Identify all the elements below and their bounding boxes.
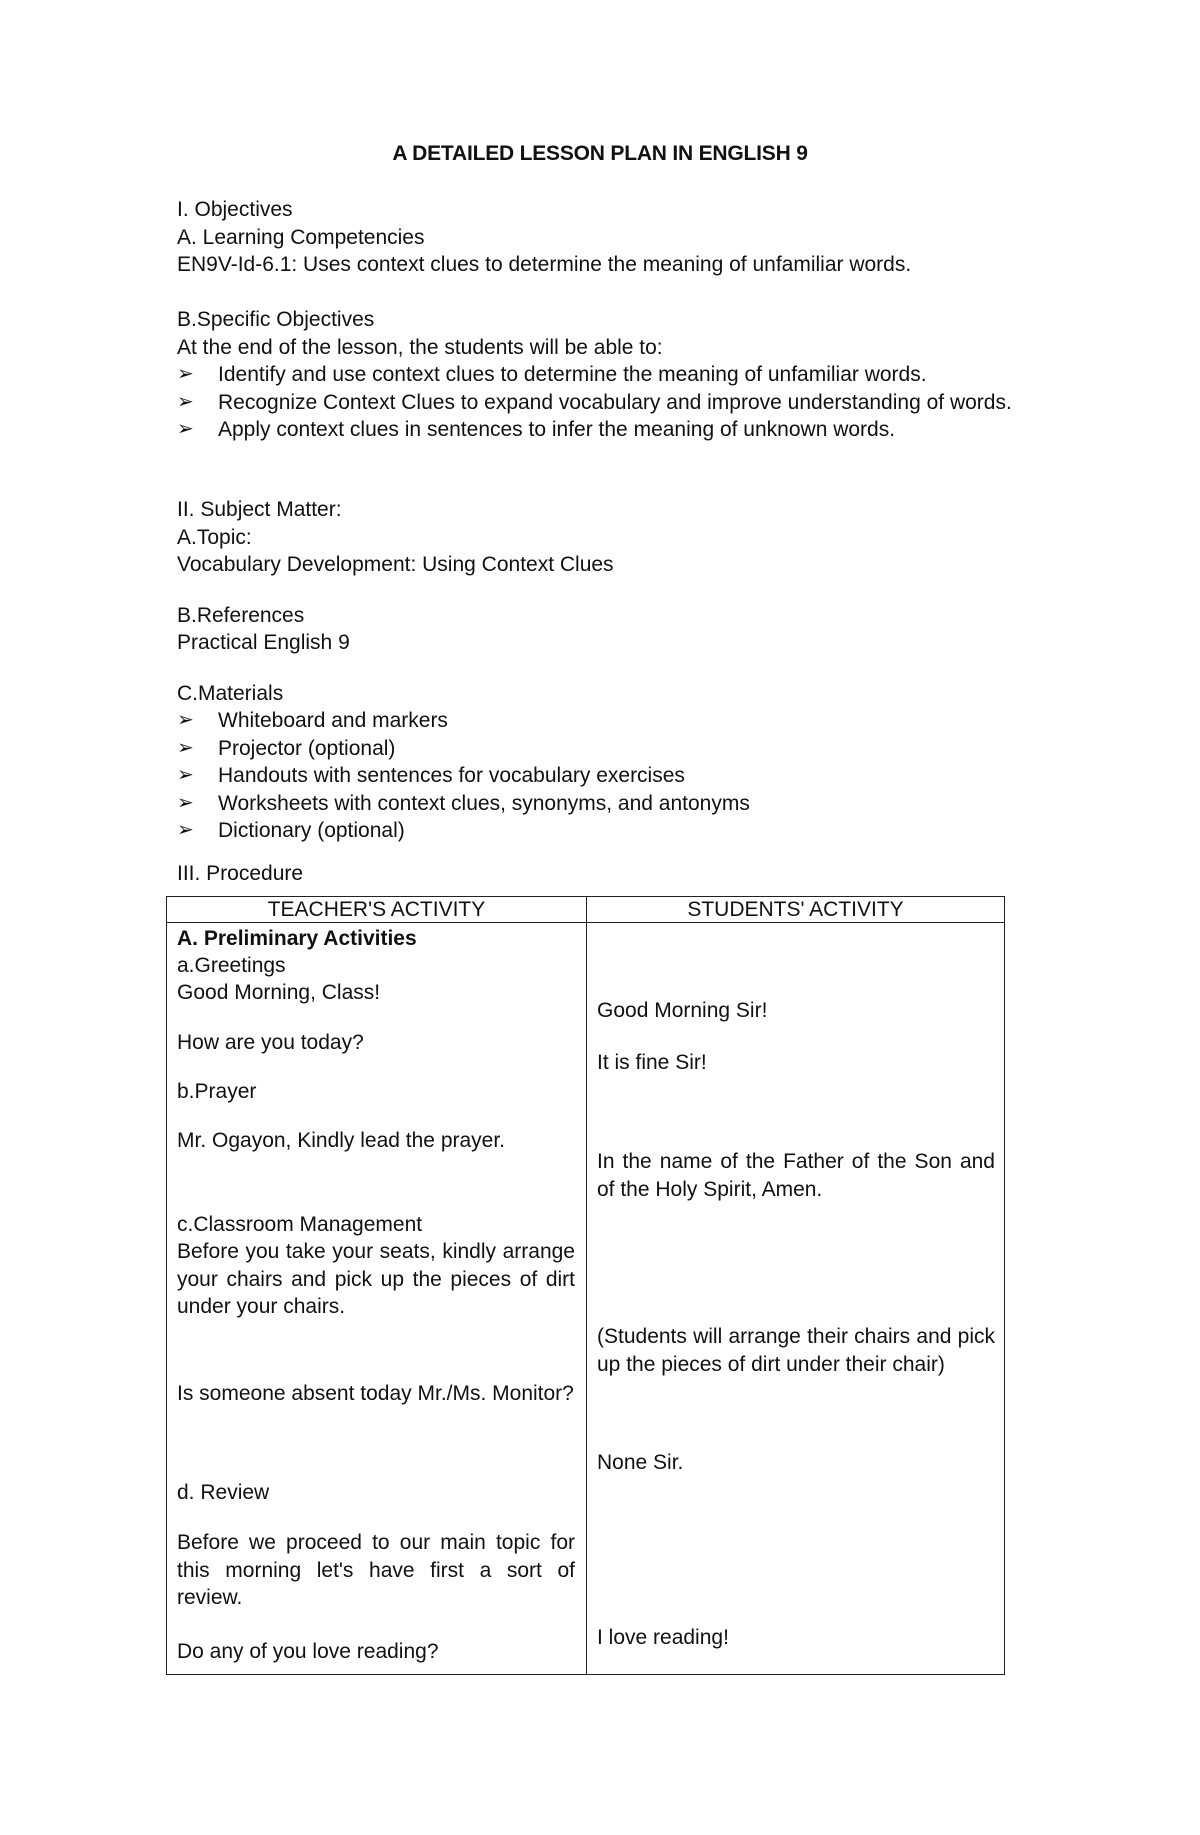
objectives-intro: At the end of the lesson, the students will be able to: — [177, 335, 663, 359]
absent-question: Is someone absent today Mr./Ms. Monitor? — [177, 1382, 574, 1405]
arrowhead-bullet-icon: ➢ — [177, 819, 194, 841]
reference-text: Practical English 9 — [177, 631, 350, 654]
classroom-management-line: Before you take your seats, kindly arrange your chairs and pick up the pieces of dirt under your chairs. — [177, 1240, 575, 1318]
arrowhead-bullet-icon: ➢ — [177, 736, 194, 759]
review-line: Before we proceed to our main topic for this morning let's have first a sort of review. — [177, 1531, 575, 1609]
preliminary-activities-heading: A. Preliminary Activities — [177, 927, 417, 950]
students-activity-header: STUDENTS' ACTIVITY — [587, 897, 1005, 923]
greeting-line: Good Morning, Class! — [177, 981, 381, 1004]
reading-reply: I love reading! — [597, 1626, 729, 1649]
arrowhead-bullet-icon: ➢ — [177, 709, 194, 731]
arrowhead-bullet-icon: ➢ — [177, 418, 194, 440]
prayer-line: Mr. Ogayon, Kindly lead the prayer. — [177, 1129, 506, 1152]
competency-text: EN9V-Id-6.1: Uses context clues to determine the meaning of unfamiliar words. — [177, 253, 912, 276]
list-item: ➢ Apply context clues in sentences to infer the meaning of unknown words. — [177, 416, 1037, 444]
table-header-row — [167, 897, 1005, 923]
absent-reply: None Sir. — [597, 1451, 684, 1474]
document-title: A DETAILED LESSON PLAN IN ENGLISH 9 — [392, 142, 808, 165]
procedure-table — [166, 896, 1005, 1675]
teacher-activity-header: TEACHER'S ACTIVITY — [167, 897, 587, 923]
prayer-heading: b.Prayer — [177, 1080, 257, 1103]
greetings-heading: a.Greetings — [177, 954, 286, 977]
list-item: ➢ Recognize Context Clues to expand vocabulary and improve understanding of words. — [177, 389, 1047, 417]
references-heading: B.References — [177, 603, 305, 627]
materials-heading: C.Materials — [177, 681, 284, 705]
objectives-section — [177, 196, 1037, 444]
prayer-reply: In the name of the Father of the Son and of the Holy Spirit, Amen. — [597, 1150, 995, 1201]
arrowhead-bullet-icon: ➢ — [177, 363, 194, 385]
review-heading: d. Review — [177, 1481, 270, 1504]
list-item: ➢ Dictionary (optional) — [177, 817, 1037, 845]
reading-question: Do any of you love reading? — [177, 1640, 439, 1663]
fine-reply: It is fine Sir! — [597, 1051, 707, 1074]
list-item: ➢ Whiteboard and markers — [177, 707, 1037, 735]
topic-heading: A.Topic: — [177, 525, 252, 549]
classroom-management-heading: c.Classroom Management — [177, 1213, 423, 1236]
topic-text: Vocabulary Development: Using Context Clues — [177, 553, 614, 576]
arrowhead-bullet-icon: ➢ — [177, 390, 194, 413]
objectives-heading: I. Objectives — [177, 198, 293, 221]
competencies-heading: A. Learning Competencies — [177, 225, 425, 249]
objectives-list — [177, 361, 1037, 444]
arrowhead-bullet-icon: ➢ — [177, 764, 194, 786]
list-item: ➢ Identify and use context clues to determine the meaning of unfamiliar words. — [177, 361, 1037, 389]
materials-list — [177, 707, 1037, 845]
table-row — [167, 923, 1005, 1675]
arrowhead-bullet-icon: ➢ — [177, 791, 194, 814]
greeting-reply: Good Morning Sir! — [597, 999, 768, 1022]
teacher-activity-cell — [167, 923, 587, 1675]
subject-matter-section — [177, 496, 1037, 887]
management-reply: (Students will arrange their chairs and pick up the pieces of dirt under their chair) — [597, 1325, 995, 1376]
list-item: ➢ Worksheets with context clues, synonyms, and antonyms — [177, 790, 1037, 818]
list-item: ➢ Handouts with sentences for vocabulary exercises — [177, 762, 1037, 790]
subject-matter-heading: II. Subject Matter: — [177, 498, 342, 521]
students-activity-cell — [587, 923, 1005, 1675]
procedure-heading: III. Procedure — [177, 861, 304, 885]
how-are-you-line: How are you today? — [177, 1031, 364, 1054]
list-item: ➢ Projector (optional) — [177, 735, 1037, 763]
specific-objectives-heading: B.Specific Objectives — [177, 308, 375, 331]
